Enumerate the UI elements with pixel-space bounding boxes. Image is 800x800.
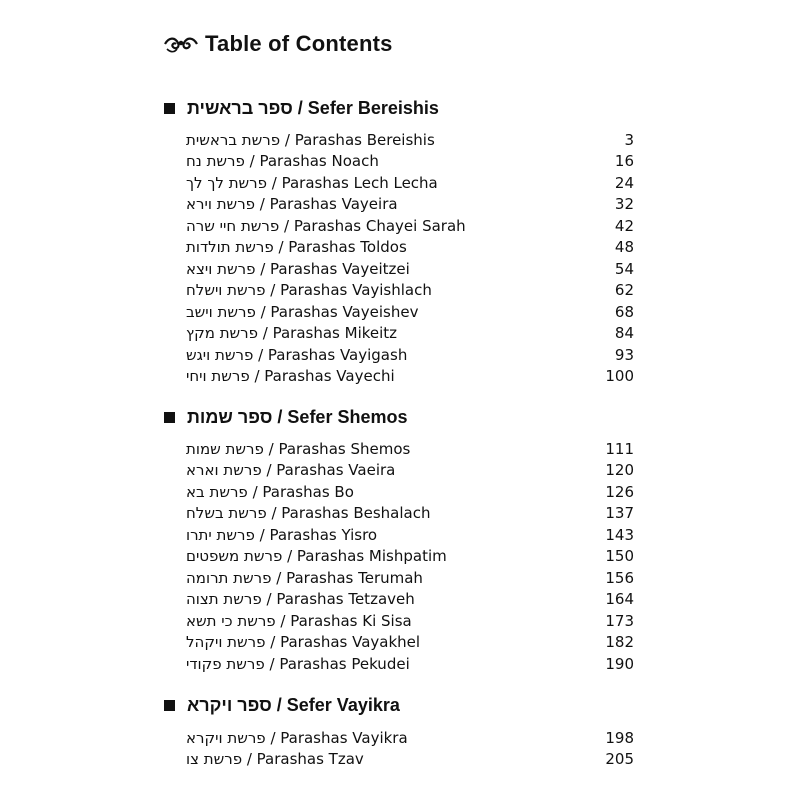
entry-page-number: 126 [605, 482, 634, 501]
section-heading-vayikra [164, 693, 400, 717]
toc-entry [186, 438, 634, 459]
entry-label: פרשת יתרו / Parashas Yisro [186, 525, 378, 544]
toc-entry [186, 215, 634, 236]
entry-page-number: 24 [614, 173, 634, 192]
toc-entry [186, 524, 634, 545]
entry-label: פרשת ויקהל / Parashas Vayakhel [186, 633, 421, 651]
toc-entry [186, 460, 634, 481]
page-title [163, 28, 393, 60]
entry-label: פרשת וישב / Parashas Vayeishev [186, 302, 419, 321]
entry-page-number: 84 [614, 324, 634, 342]
entry-label: פרשת חיי שרה / Parashas Chayei Sarah [186, 216, 466, 235]
entry-page-number: 42 [614, 216, 634, 235]
entry-label: פרשת מקץ / Parashas Mikeitz [186, 324, 398, 342]
toc-entry [186, 344, 634, 365]
entry-page-number: 111 [605, 439, 634, 458]
toc-entry [186, 481, 634, 502]
entry-label: פרשת ויקרא / Parashas Vayikra [186, 728, 408, 747]
section-title: ספר שמות / Sefer Shemos [187, 406, 408, 427]
entry-page-number: 16 [614, 152, 634, 170]
toc-title-text: Table of Contents [205, 31, 393, 56]
entry-page-number: 120 [605, 461, 634, 479]
entry-label: פרשת פקודי / Parashas Pekudei [186, 654, 410, 673]
section-title: ספר ויקרא / Sefer Vayikra [187, 694, 400, 715]
entry-label: פרשת שמות / Parashas Shemos [186, 439, 411, 458]
toc-entry [186, 727, 634, 748]
entry-label: פרשת צו / Parashas Tzav [186, 750, 364, 768]
section-heading-shemos [164, 405, 407, 429]
toc-entry [186, 258, 634, 279]
toc-entry [186, 280, 634, 301]
entry-page-number: 137 [605, 504, 634, 522]
entry-label: פרשת וירא / Parashas Vayeira [186, 195, 398, 213]
entry-page-number: 143 [605, 525, 634, 544]
entry-page-number: 62 [614, 281, 634, 299]
entry-label: פרשת בראשית / Parashas Bereishis [186, 130, 435, 149]
entry-page-number: 156 [605, 568, 634, 587]
entry-label: פרשת משפטים / Parashas Mishpatim [186, 547, 447, 565]
entry-page-number: 198 [605, 728, 634, 747]
section-bullet-icon [164, 103, 175, 114]
section-heading-bereishis [164, 96, 439, 120]
toc-entry [186, 567, 634, 588]
entry-page-number: 93 [614, 345, 634, 364]
entry-page-number: 205 [605, 750, 634, 768]
entry-page-number: 150 [605, 547, 634, 565]
toc-entry [186, 151, 634, 172]
entry-label: פרשת תולדות / Parashas Toldos [186, 238, 407, 256]
toc-entry [186, 610, 634, 631]
entry-label: פרשת ויגש / Parashas Vayigash [186, 345, 408, 364]
toc-entry [186, 653, 634, 674]
entry-page-number: 68 [614, 302, 634, 321]
entry-page-number: 54 [614, 259, 634, 278]
toc-entry [186, 323, 634, 344]
entry-page-number: 190 [605, 654, 634, 673]
entry-label: פרשת בא / Parashas Bo [186, 482, 354, 501]
toc-entry [186, 301, 634, 322]
entry-label: פרשת וארא / Parashas Vaeira [186, 461, 396, 479]
toc-entry [186, 589, 634, 610]
entry-label: פרשת ויחי / Parashas Vayechi [186, 367, 395, 385]
entry-label: פרשת לך לך / Parashas Lech Lecha [186, 173, 438, 192]
section-bullet-icon [164, 700, 175, 711]
toc-entry [186, 129, 634, 150]
toc-entry [186, 503, 634, 524]
toc-entry [186, 749, 634, 770]
entry-page-number: 164 [605, 590, 634, 608]
toc-entry [186, 237, 634, 258]
entry-label: פרשת תצוה / Parashas Tetzaveh [186, 590, 415, 608]
fleuron-ornament-icon [163, 33, 199, 55]
toc-entry [186, 546, 634, 567]
entry-page-number: 48 [614, 238, 634, 256]
toc-entry [186, 632, 634, 653]
entry-page-number: 182 [605, 633, 634, 651]
entry-page-number: 3 [624, 130, 634, 149]
entry-label: פרשת וישלח / Parashas Vayishlach [186, 281, 432, 299]
section-title: ספר בראשית / Sefer Bereishis [187, 97, 439, 118]
toc-entry [186, 366, 634, 387]
entry-page-number: 32 [614, 195, 634, 213]
entry-label: פרשת כי תשא / Parashas Ki Sisa [186, 611, 412, 630]
section-bullet-icon [164, 412, 175, 423]
entry-label: פרשת תרומה / Parashas Terumah [186, 568, 423, 587]
toc-entry [186, 194, 634, 215]
entry-page-number: 173 [605, 611, 634, 630]
toc-entry [186, 172, 634, 193]
entry-label: פרשת ויצא / Parashas Vayeitzei [186, 259, 410, 278]
entry-label: פרשת בשלח / Parashas Beshalach [186, 504, 431, 522]
entry-label: פרשת נח / Parashas Noach [186, 152, 379, 170]
entry-page-number: 100 [605, 367, 634, 385]
